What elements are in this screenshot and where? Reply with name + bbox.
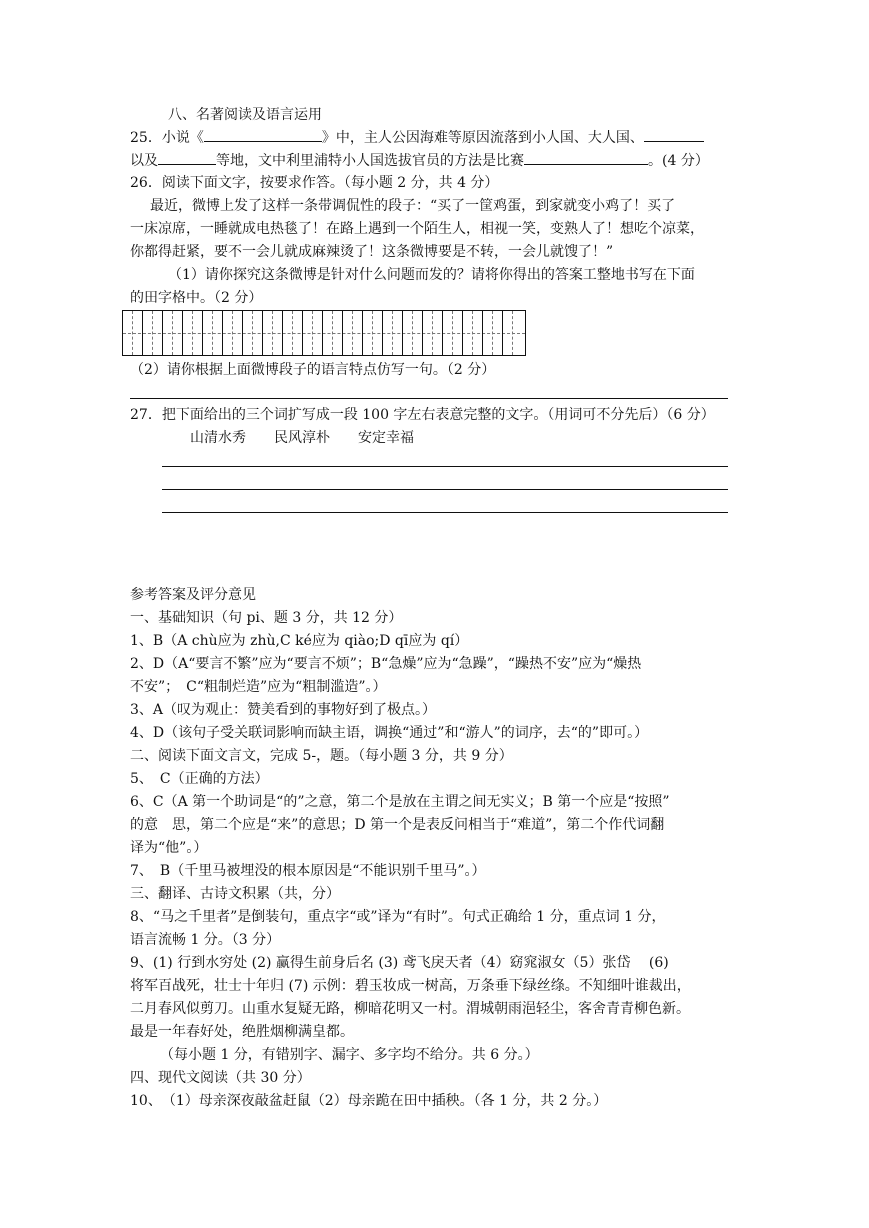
q25-blank-place2[interactable]: [158, 150, 216, 165]
answer-line-text: 四、现代文阅读（共 30 分）: [130, 1070, 311, 1086]
grid-cell[interactable]: [263, 311, 283, 355]
q26-passage-line: 你都得赶紧，要不一会儿就成麻辣烫了！这条微博要是不转，一会儿就馊了！”: [130, 244, 614, 260]
q25-text: 》中，主人公因海难等原因流落到小人国、大人国、: [321, 130, 644, 146]
grid-cell[interactable]: [323, 311, 343, 355]
grid-cell[interactable]: [143, 311, 163, 355]
answer-line-text: 3、A（叹为观止：赞美看到的事物好到了极点。）: [130, 702, 437, 718]
answer-line[interactable]: [162, 466, 728, 467]
grid-cell[interactable]: [123, 311, 143, 355]
tianzige-answer-grid[interactable]: [122, 310, 526, 356]
q25-line1: [130, 127, 704, 147]
answer-line[interactable]: [162, 489, 728, 490]
answer-line-text: 9、(1) 行到水穷处 (2) 赢得生前身后名 (3) 鸢飞戾天者（4）窈窕淑女（5）张岱 (6): [130, 955, 669, 971]
grid-cell[interactable]: [383, 311, 403, 355]
answer-line-text: 将军百战死，壮士十年归 (7) 示例：碧玉妆成一树高，万条垂下绿丝绦。不知细叶谁裁出，: [130, 978, 691, 994]
q25-blank-method[interactable]: [524, 150, 648, 165]
answer-line-text: 10、 （1）母亲深夜敲盆赶鼠（2）母亲跪在田中插秧。（各 1 分，共 2 分。）: [130, 1093, 608, 1109]
grid-cell[interactable]: [243, 311, 263, 355]
grid-cell[interactable]: [423, 311, 443, 355]
q25-text: 以及: [130, 153, 158, 169]
q26-passage-line: 一床凉席，一睡就成电热毯了！在路上遇到一个陌生人，相视一笑，变熟人了！想吃个凉菜，: [130, 221, 704, 237]
q25-text: 25．小说《: [130, 130, 204, 146]
answer-line-text: 二月春风似剪刀。山重水复疑无路，柳暗花明又一村。渭城朝雨浥轻尘，客舍青青柳色新。: [130, 1001, 690, 1017]
answer-line-text: 最是一年春好处，绝胜烟柳满皇都。: [130, 1024, 354, 1040]
q26-sub1-line: 的田字格中。（2 分）: [130, 290, 263, 306]
answer-line-text: 三、翻译、古诗文积累（共，分）: [130, 886, 340, 902]
q26-stem: 26．阅读下面文字，按要求作答。（每小题 2 分，共 4 分）: [130, 175, 499, 191]
q27-words: [190, 428, 442, 448]
section-heading: 八、名著阅读及语言运用: [168, 107, 322, 123]
answer-line[interactable]: [130, 398, 728, 399]
answer-line-text: 1、B（A chù应为 zhù,C ké应为 qiào;D qī应为 qí）: [130, 633, 469, 649]
grid-cell[interactable]: [443, 311, 463, 355]
answer-line-text: 6、C（A 第一个助词是“的”之意，第二个是放在主谓之间无实义；B 第一个应是“按照”: [130, 794, 670, 810]
q27-word: 安定幸福: [358, 430, 414, 446]
answer-line-text: 语言流畅 1 分。（3 分）: [130, 932, 281, 948]
q25-text: 。(4 分）: [648, 153, 709, 169]
q26-passage-line: 最近，微博上发了这样一条带调侃性的段子：“买了一筐鸡蛋，到家就变小鸡了！买了: [150, 198, 676, 214]
grid-cell[interactable]: [283, 311, 303, 355]
grid-cell[interactable]: [463, 311, 483, 355]
q26-sub1-line: （1）请你探究这条微博是针对什么问题而发的？请将你得出的答案工整地书写在下面: [168, 267, 695, 283]
answers-title: 参考答案及评分意见: [130, 587, 256, 603]
q25-blank-place1[interactable]: [644, 127, 704, 142]
grid-cell[interactable]: [303, 311, 323, 355]
answer-line-text: （每小题 1 分，有错别字、漏字、多字均不给分。共 6 分。）: [160, 1047, 539, 1063]
answer-line-text: 5、 C（正确的方法）: [130, 771, 269, 787]
answer-line-text: 译为“他”。）: [130, 840, 208, 856]
grid-cell[interactable]: [183, 311, 203, 355]
grid-cell[interactable]: [503, 311, 525, 355]
answer-line-text: 一、基础知识（句 pi、题 3 分，共 12 分）: [130, 610, 403, 626]
grid-cell[interactable]: [203, 311, 223, 355]
grid-cell[interactable]: [483, 311, 503, 355]
q25-line2: [130, 150, 709, 170]
q26-sub2: （2）请你根据上面微博段子的语言特点仿写一句。（2 分）: [130, 362, 496, 378]
grid-cell[interactable]: [343, 311, 363, 355]
answer-line-text: 的意 思，第二个应是“来”的意思；D 第一个是表反问相当于“难道”，第二个作代词翻: [130, 817, 665, 833]
grid-cell[interactable]: [163, 311, 183, 355]
q27-stem: 27．把下面给出的三个词扩写成一段 100 字左右表意完整的文字。（用词可不分先后）（6 分）: [130, 407, 715, 423]
q27-word: 山清水秀: [190, 430, 246, 446]
grid-cell[interactable]: [403, 311, 423, 355]
q27-word: 民风淳朴: [274, 430, 330, 446]
q25-blank-title[interactable]: [204, 127, 322, 142]
answer-line-text: 4、D（该句子受关联词影响而缺主语，调换“通过”和“游人”的词序，去“的”即可。）: [130, 725, 649, 741]
answer-line-text: 8、“马之千里者”是倒装句，重点字“或”译为“有时”。句式正确给 1 分，重点词 1 分，: [130, 909, 666, 925]
answer-line-text: 7、 B（千里马被埋没的根本原因是“不能识别千里马”。）: [130, 863, 486, 879]
answer-line-text: 不安”； C“粗制烂造”应为“粗制滥造”。）: [130, 679, 387, 695]
answer-line[interactable]: [162, 512, 728, 513]
answer-line-text: 二、阅读下面文言文，完成 5-，题。（每小题 3 分，共 9 分）: [130, 748, 513, 764]
q25-text: 等地，文中利里浦特小人国选拔官员的方法是比赛: [216, 153, 524, 169]
grid-cell[interactable]: [223, 311, 243, 355]
grid-cell[interactable]: [363, 311, 383, 355]
answer-line-text: 2、D（A“要言不繁”应为“要言不烦”；B“急燥”应为“急躁”，“躁热不安”应为“燥热: [130, 656, 642, 672]
